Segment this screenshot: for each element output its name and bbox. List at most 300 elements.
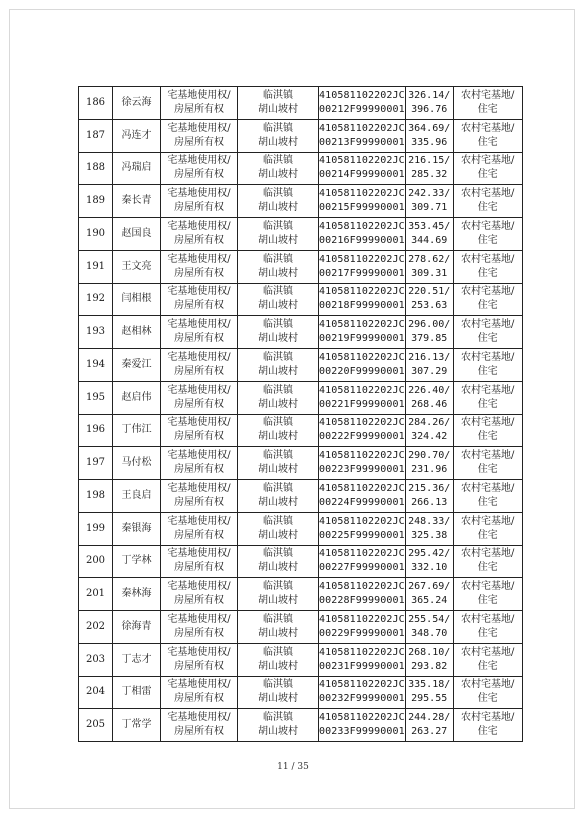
page-number: 11 / 35: [277, 762, 309, 772]
cell-owner-name: 丁常学: [113, 709, 161, 742]
table-row: [79, 381, 523, 414]
cell-location-line: 胡山坡村: [258, 595, 298, 607]
cell-parcel-code-line: 410581102202JC: [319, 286, 405, 298]
cell-area: [405, 316, 453, 349]
cell-area-line: 364.69/: [408, 122, 451, 134]
table-row: [79, 316, 523, 349]
cell-parcel-code-line: 00217F99990001: [319, 267, 405, 279]
cell-area-line: 365.24: [411, 595, 448, 607]
cell-right-type-line: 宅基地使用权/: [167, 581, 231, 593]
cell-owner-name: 丁相雷: [113, 676, 161, 709]
cell-parcel-code: [319, 414, 406, 447]
cell-owner-name: 秦林海: [113, 578, 161, 611]
cell-usage: [453, 250, 522, 283]
cell-right-type-line: 宅基地使用权/: [167, 188, 231, 200]
cell-area-line: 242.33/: [408, 188, 451, 200]
cell-parcel-code-line: 410581102202JC: [319, 319, 405, 331]
cell-right-type-line: 房屋所有权: [174, 234, 224, 246]
cell-area-line: 290.70/: [408, 450, 451, 462]
cell-usage-line: 农村宅基地/: [461, 122, 515, 134]
cell-usage: [453, 512, 522, 545]
cell-right-type-line: 宅基地使用权/: [167, 319, 231, 331]
cell-usage-line: 住宅: [477, 693, 498, 705]
cell-location-line: 胡山坡村: [258, 136, 298, 148]
cell-right-type-line: 房屋所有权: [174, 365, 224, 377]
cell-parcel-code: [319, 545, 406, 578]
cell-seq: 200: [79, 545, 113, 578]
cell-seq: 197: [79, 447, 113, 480]
cell-location: [238, 643, 319, 676]
cell-usage-line: 农村宅基地/: [461, 89, 515, 101]
cell-parcel-code-line: 00224F99990001: [319, 496, 405, 508]
cell-location: [238, 676, 319, 709]
cell-right-type-line: 房屋所有权: [174, 660, 224, 672]
cell-location-line: 胡山坡村: [258, 529, 298, 541]
cell-seq: 199: [79, 512, 113, 545]
cell-parcel-code: [319, 218, 406, 251]
cell-area-line: 268.10/: [408, 646, 451, 658]
cell-location-line: 胡山坡村: [258, 496, 298, 508]
cell-usage-line: 农村宅基地/: [461, 581, 515, 593]
cell-area-line: 335.96: [411, 136, 448, 148]
cell-parcel-code-line: 410581102202JC: [319, 188, 405, 200]
cell-parcel-code-line: 00222F99990001: [319, 431, 405, 443]
cell-usage: [453, 709, 522, 742]
cell-right-type-line: 房屋所有权: [174, 398, 224, 410]
cell-right-type: [161, 218, 238, 251]
cell-right-type: [161, 349, 238, 382]
cell-area-line: 324.42: [411, 431, 448, 443]
cell-usage-line: 住宅: [477, 529, 498, 541]
cell-area-line: 220.51/: [408, 286, 451, 298]
cell-right-type: [161, 447, 238, 480]
cell-right-type-line: 宅基地使用权/: [167, 253, 231, 265]
cell-usage-line: 住宅: [477, 169, 498, 181]
cell-usage-line: 住宅: [477, 234, 498, 246]
cell-parcel-code-line: 410581102202JC: [319, 384, 405, 396]
cell-usage-line: 住宅: [477, 562, 498, 574]
cell-right-type-line: 宅基地使用权/: [167, 351, 231, 363]
cell-area-line: 295.42/: [408, 548, 451, 560]
cell-usage-line: 农村宅基地/: [461, 712, 515, 724]
cell-parcel-code-line: 00233F99990001: [319, 726, 405, 738]
cell-parcel-code: [319, 709, 406, 742]
cell-area: [405, 218, 453, 251]
cell-area: [405, 480, 453, 513]
cell-parcel-code: [319, 512, 406, 545]
cell-parcel-code: [319, 87, 406, 120]
cell-location-line: 胡山坡村: [258, 365, 298, 377]
cell-seq: 190: [79, 218, 113, 251]
cell-parcel-code-line: 410581102202JC: [319, 581, 405, 593]
cell-seq: 203: [79, 643, 113, 676]
cell-area: [405, 447, 453, 480]
cell-usage: [453, 480, 522, 513]
cell-area-line: 332.10: [411, 562, 448, 574]
cell-location: [238, 87, 319, 120]
cell-location-line: 临淇镇: [263, 89, 293, 101]
cell-usage: [453, 643, 522, 676]
cell-area: [405, 611, 453, 644]
cell-parcel-code-line: 410581102202JC: [319, 417, 405, 429]
cell-right-type-line: 房屋所有权: [174, 431, 224, 443]
cell-right-type-line: 房屋所有权: [174, 693, 224, 705]
cell-area-line: 326.14/: [408, 89, 451, 101]
cell-usage-line: 住宅: [477, 496, 498, 508]
cell-area-line: 215.36/: [408, 482, 451, 494]
cell-location: [238, 152, 319, 185]
cell-right-type-line: 房屋所有权: [174, 333, 224, 345]
cell-usage-line: 住宅: [477, 464, 498, 476]
cell-owner-name: 丁志才: [113, 643, 161, 676]
cell-owner-name: 丁学林: [113, 545, 161, 578]
cell-usage-line: 农村宅基地/: [461, 613, 515, 625]
cell-area-line: 267.69/: [408, 581, 451, 593]
cell-right-type-line: 宅基地使用权/: [167, 155, 231, 167]
cell-parcel-code-line: 00220F99990001: [319, 365, 405, 377]
cell-usage-line: 住宅: [477, 660, 498, 672]
cell-parcel-code-line: 410581102202JC: [319, 548, 405, 560]
cell-right-type-line: 房屋所有权: [174, 103, 224, 115]
cell-right-type: [161, 381, 238, 414]
cell-parcel-code: [319, 676, 406, 709]
cell-owner-name: 闫相根: [113, 283, 161, 316]
cell-parcel-code-line: 410581102202JC: [319, 351, 405, 363]
cell-right-type-line: 房屋所有权: [174, 136, 224, 148]
cell-location: [238, 250, 319, 283]
cell-parcel-code: [319, 250, 406, 283]
cell-usage-line: 农村宅基地/: [461, 155, 515, 167]
cell-right-type-line: 房屋所有权: [174, 202, 224, 214]
cell-location-line: 临淇镇: [263, 188, 293, 200]
cell-usage-line: 住宅: [477, 300, 498, 312]
cell-location-line: 临淇镇: [263, 450, 293, 462]
cell-usage-line: 住宅: [477, 333, 498, 345]
cell-owner-name: 赵国良: [113, 218, 161, 251]
cell-parcel-code: [319, 119, 406, 152]
cell-parcel-code-line: 410581102202JC: [319, 646, 405, 658]
cell-right-type-line: 宅基地使用权/: [167, 712, 231, 724]
cell-location-line: 胡山坡村: [258, 562, 298, 574]
cell-owner-name: 徐云海: [113, 87, 161, 120]
cell-right-type: [161, 316, 238, 349]
cell-location-line: 临淇镇: [263, 351, 293, 363]
cell-usage: [453, 414, 522, 447]
cell-parcel-code: [319, 643, 406, 676]
cell-location: [238, 545, 319, 578]
cell-location: [238, 185, 319, 218]
table-row: [79, 545, 523, 578]
cell-right-type-line: 宅基地使用权/: [167, 450, 231, 462]
cell-usage-line: 住宅: [477, 398, 498, 410]
cell-area-line: 379.85: [411, 333, 448, 345]
cell-location-line: 胡山坡村: [258, 300, 298, 312]
cell-location: [238, 611, 319, 644]
cell-location: [238, 512, 319, 545]
cell-right-type: [161, 185, 238, 218]
cell-location-line: 胡山坡村: [258, 726, 298, 738]
cell-owner-name: 王良启: [113, 480, 161, 513]
cell-seq: 187: [79, 119, 113, 152]
cell-parcel-code: [319, 185, 406, 218]
cell-area-line: 266.13: [411, 496, 448, 508]
cell-usage-line: 住宅: [477, 726, 498, 738]
cell-location-line: 胡山坡村: [258, 202, 298, 214]
cell-right-type-line: 房屋所有权: [174, 464, 224, 476]
cell-area: [405, 283, 453, 316]
cell-area-line: 295.55: [411, 693, 448, 705]
cell-seq: 192: [79, 283, 113, 316]
cell-area-line: 293.82: [411, 660, 448, 672]
cell-parcel-code-line: 410581102202JC: [319, 515, 405, 527]
cell-location-line: 胡山坡村: [258, 103, 298, 115]
cell-right-type: [161, 578, 238, 611]
cell-usage: [453, 119, 522, 152]
cell-right-type-line: 宅基地使用权/: [167, 220, 231, 232]
cell-usage: [453, 218, 522, 251]
cell-right-type-line: 房屋所有权: [174, 726, 224, 738]
cell-location-line: 临淇镇: [263, 122, 293, 134]
cell-right-type: [161, 545, 238, 578]
cell-owner-name: 赵启伟: [113, 381, 161, 414]
cell-usage: [453, 316, 522, 349]
table-row: [79, 283, 523, 316]
cell-area-line: 309.71: [411, 202, 448, 214]
cell-parcel-code-line: 00216F99990001: [319, 234, 405, 246]
cell-right-type-line: 房屋所有权: [174, 529, 224, 541]
cell-right-type-line: 房屋所有权: [174, 562, 224, 574]
cell-location-line: 胡山坡村: [258, 234, 298, 246]
table-row: [79, 218, 523, 251]
cell-location-line: 临淇镇: [263, 515, 293, 527]
cell-location-line: 临淇镇: [263, 548, 293, 560]
cell-area: [405, 643, 453, 676]
cell-right-type: [161, 512, 238, 545]
cell-location-line: 胡山坡村: [258, 693, 298, 705]
cell-area-line: 244.28/: [408, 712, 451, 724]
cell-location-line: 胡山坡村: [258, 267, 298, 279]
table-row: [79, 349, 523, 382]
cell-usage-line: 农村宅基地/: [461, 253, 515, 265]
cell-area: [405, 381, 453, 414]
table-row: [79, 119, 523, 152]
cell-usage: [453, 349, 522, 382]
cell-usage-line: 农村宅基地/: [461, 384, 515, 396]
cell-location: [238, 283, 319, 316]
cell-area: [405, 349, 453, 382]
cell-seq: 186: [79, 87, 113, 120]
table-row: [79, 643, 523, 676]
cell-parcel-code: [319, 381, 406, 414]
cell-usage: [453, 676, 522, 709]
cell-location-line: 临淇镇: [263, 220, 293, 232]
cell-seq: 194: [79, 349, 113, 382]
cell-usage-line: 住宅: [477, 267, 498, 279]
cell-area: [405, 512, 453, 545]
cell-area-line: 278.62/: [408, 253, 451, 265]
cell-parcel-code-line: 00231F99990001: [319, 660, 405, 672]
cell-location-line: 胡山坡村: [258, 333, 298, 345]
cell-area-line: 231.96: [411, 464, 448, 476]
cell-usage-line: 住宅: [477, 136, 498, 148]
cell-area-line: 226.40/: [408, 384, 451, 396]
cell-area: [405, 87, 453, 120]
cell-parcel-code-line: 00229F99990001: [319, 627, 405, 639]
cell-usage-line: 农村宅基地/: [461, 548, 515, 560]
cell-location-line: 临淇镇: [263, 679, 293, 691]
cell-parcel-code-line: 00223F99990001: [319, 464, 405, 476]
cell-area-line: 248.33/: [408, 515, 451, 527]
cell-owner-name: 冯瑞启: [113, 152, 161, 185]
cell-area-line: 335.18/: [408, 679, 451, 691]
table-row: [79, 447, 523, 480]
table-row: [79, 480, 523, 513]
cell-usage-line: 农村宅基地/: [461, 286, 515, 298]
cell-seq: 193: [79, 316, 113, 349]
cell-owner-name: 马付松: [113, 447, 161, 480]
cell-usage-line: 住宅: [477, 202, 498, 214]
cell-parcel-code-line: 00215F99990001: [319, 202, 405, 214]
cell-seq: 195: [79, 381, 113, 414]
cell-right-type-line: 宅基地使用权/: [167, 548, 231, 560]
cell-seq: 189: [79, 185, 113, 218]
cell-usage-line: 农村宅基地/: [461, 188, 515, 200]
cell-usage-line: 住宅: [477, 595, 498, 607]
cell-usage-line: 农村宅基地/: [461, 679, 515, 691]
cell-seq: 188: [79, 152, 113, 185]
cell-parcel-code-line: 410581102202JC: [319, 155, 405, 167]
cell-area-line: 348.70: [411, 627, 448, 639]
cell-area: [405, 414, 453, 447]
cell-area: [405, 152, 453, 185]
cell-area: [405, 119, 453, 152]
cell-right-type-line: 宅基地使用权/: [167, 515, 231, 527]
cell-usage-line: 农村宅基地/: [461, 220, 515, 232]
cell-right-type-line: 房屋所有权: [174, 300, 224, 312]
cell-usage: [453, 152, 522, 185]
cell-parcel-code: [319, 152, 406, 185]
records-table-body: [79, 87, 523, 742]
cell-parcel-code-line: 410581102202JC: [319, 679, 405, 691]
cell-right-type: [161, 152, 238, 185]
cell-location: [238, 316, 319, 349]
cell-right-type: [161, 709, 238, 742]
cell-owner-name: 秦爱江: [113, 349, 161, 382]
cell-location-line: 临淇镇: [263, 646, 293, 658]
cell-parcel-code-line: 00213F99990001: [319, 136, 405, 148]
cell-area-line: 396.76: [411, 103, 448, 115]
cell-area-line: 307.29: [411, 365, 448, 377]
cell-location-line: 胡山坡村: [258, 627, 298, 639]
cell-location-line: 临淇镇: [263, 417, 293, 429]
cell-parcel-code-line: 00218F99990001: [319, 300, 405, 312]
cell-owner-name: 徐海青: [113, 611, 161, 644]
cell-right-type: [161, 611, 238, 644]
cell-usage: [453, 447, 522, 480]
cell-area: [405, 578, 453, 611]
cell-parcel-code-line: 00225F99990001: [319, 529, 405, 541]
cell-area-line: 353.45/: [408, 220, 451, 232]
cell-usage: [453, 185, 522, 218]
cell-right-type: [161, 414, 238, 447]
cell-parcel-code-line: 00221F99990001: [319, 398, 405, 410]
cell-location: [238, 218, 319, 251]
cell-location-line: 胡山坡村: [258, 169, 298, 181]
cell-right-type-line: 宅基地使用权/: [167, 417, 231, 429]
cell-area-line: 284.26/: [408, 417, 451, 429]
cell-location-line: 临淇镇: [263, 155, 293, 167]
cell-area-line: 268.46: [411, 398, 448, 410]
cell-usage: [453, 283, 522, 316]
cell-right-type: [161, 250, 238, 283]
cell-seq: 201: [79, 578, 113, 611]
cell-parcel-code: [319, 349, 406, 382]
cell-usage-line: 农村宅基地/: [461, 319, 515, 331]
cell-location-line: 胡山坡村: [258, 431, 298, 443]
table-row: [79, 152, 523, 185]
cell-usage-line: 农村宅基地/: [461, 482, 515, 494]
cell-location-line: 胡山坡村: [258, 660, 298, 672]
cell-location-line: 临淇镇: [263, 712, 293, 724]
cell-location-line: 临淇镇: [263, 319, 293, 331]
cell-usage: [453, 381, 522, 414]
table-row: [79, 512, 523, 545]
cell-location: [238, 578, 319, 611]
cell-location-line: 临淇镇: [263, 613, 293, 625]
cell-parcel-code-line: 410581102202JC: [319, 253, 405, 265]
cell-area-line: 216.13/: [408, 351, 451, 363]
cell-location-line: 胡山坡村: [258, 464, 298, 476]
cell-location-line: 临淇镇: [263, 581, 293, 593]
cell-parcel-code-line: 00214F99990001: [319, 169, 405, 181]
cell-location-line: 临淇镇: [263, 286, 293, 298]
cell-location-line: 临淇镇: [263, 253, 293, 265]
cell-parcel-code-line: 00227F99990001: [319, 562, 405, 574]
cell-parcel-code-line: 410581102202JC: [319, 89, 405, 101]
cell-area-line: 255.54/: [408, 613, 451, 625]
table-row: [79, 87, 523, 120]
cell-usage-line: 住宅: [477, 103, 498, 115]
cell-right-type-line: 宅基地使用权/: [167, 613, 231, 625]
cell-owner-name: 秦长青: [113, 185, 161, 218]
table-row: [79, 250, 523, 283]
table-row: [79, 185, 523, 218]
cell-right-type: [161, 283, 238, 316]
table-row: [79, 414, 523, 447]
cell-area-line: 216.15/: [408, 155, 451, 167]
cell-usage: [453, 87, 522, 120]
cell-location: [238, 414, 319, 447]
cell-usage-line: 农村宅基地/: [461, 351, 515, 363]
cell-seq: 198: [79, 480, 113, 513]
cell-area: [405, 185, 453, 218]
cell-location: [238, 447, 319, 480]
cell-parcel-code-line: 410581102202JC: [319, 450, 405, 462]
cell-area-line: 325.38: [411, 529, 448, 541]
cell-parcel-code-line: 410581102202JC: [319, 122, 405, 134]
cell-parcel-code-line: 00228F99990001: [319, 595, 405, 607]
cell-right-type-line: 房屋所有权: [174, 496, 224, 508]
cell-parcel-code-line: 00212F99990001: [319, 103, 405, 115]
cell-location: [238, 349, 319, 382]
cell-right-type: [161, 87, 238, 120]
cell-area: [405, 709, 453, 742]
cell-right-type-line: 宅基地使用权/: [167, 384, 231, 396]
cell-usage: [453, 545, 522, 578]
cell-right-type-line: 宅基地使用权/: [167, 482, 231, 494]
table-row: [79, 709, 523, 742]
cell-right-type-line: 宅基地使用权/: [167, 89, 231, 101]
